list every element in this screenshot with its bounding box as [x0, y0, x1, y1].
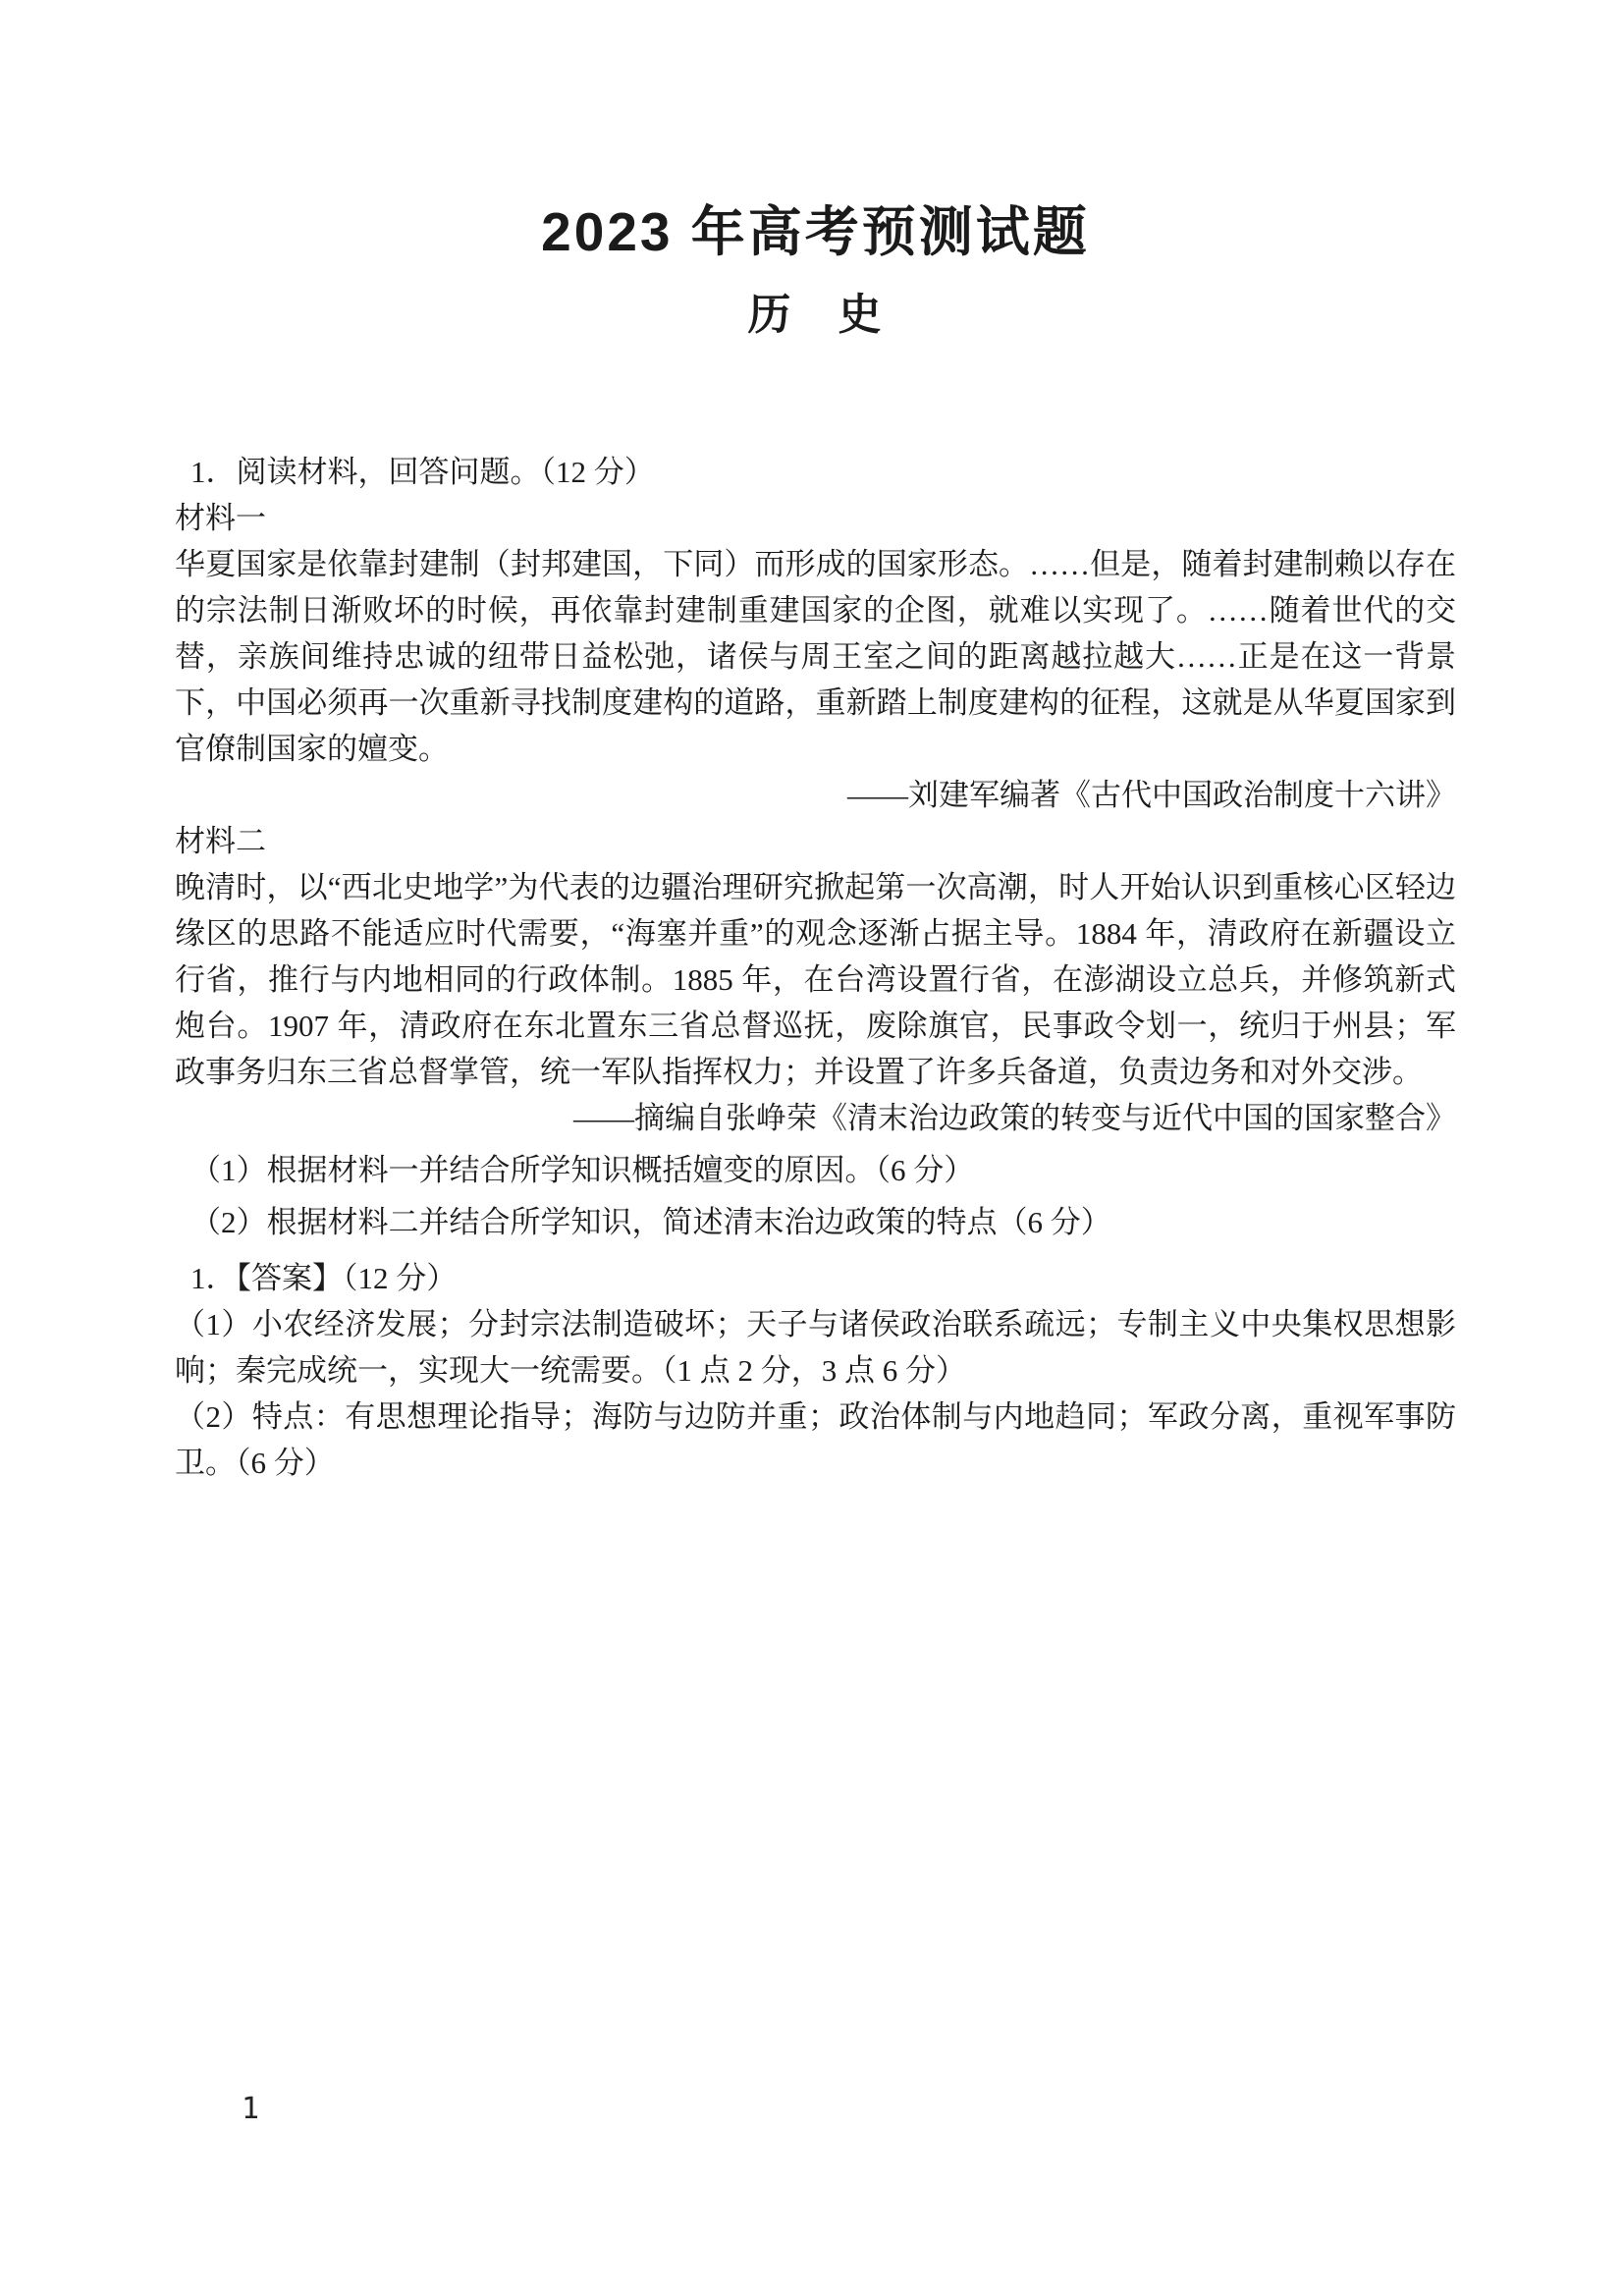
material1-label: 材料一 — [175, 500, 266, 535]
question-prompt: 1．阅读材料，回答问题。（12 分） — [190, 454, 655, 489]
answer-item-2: （2）特点：有思想理论指导；海防与边防并重；政治体制与内地趋同；军政分离，重视军事防卫。（6 分） — [175, 1398, 1456, 1480]
material2-text: 晚清时，以“西北史地学”为代表的边疆治理研究掀起第一次高潮，时人开始认识到重核心区轻边缘区的思路不能适应时代需要，“海塞并重”的观念逐渐占据主导。1884 年，清政府在新疆设立行省，推行与内地相同的行政体制。1885 年，在台湾设置行省，在澎湖设立总兵，并修筑新式炮台。1907 年，清政府在东北置东三省总督巡抚，废除旗官，民事政令划一，统归于州县；军政事务归东三省总督掌管，统一军队指挥权力；并设置了许多兵备道，负责边务和对外交涉。 — [175, 869, 1456, 1089]
subject-title: 历 史 — [747, 290, 884, 339]
page-header — [175, 0, 1456, 339]
material2-label: 材料二 — [175, 823, 266, 858]
sub-question-2: （2）根据材料二并结合所学知识，简述清末治边政策的特点（6 分） — [190, 1204, 1111, 1239]
sub-question-1: （1）根据材料一并结合所学知识概括嬗变的原因。（6 分） — [190, 1152, 975, 1187]
page-number: 1 — [242, 2092, 260, 2126]
answer-item-1: （1）小农经济发展；分封宗法制造破坏；天子与诸侯政治联系疏远；专制主义中央集权思想影响；秦完成统一，实现大一统需要。（1 点 2 分，3 点 6 分） — [175, 1306, 1456, 1388]
answer-heading: 1．【答案】（12 分） — [190, 1260, 458, 1295]
material1-source: ——刘建军编著《古代中国政治制度十六讲》 — [847, 777, 1456, 812]
page-title: 2023 年高考预测试题 — [541, 201, 1090, 262]
material2-source: ——摘编自张峥荣《清末治边政策的转变与近代中国的国家整合》 — [573, 1100, 1456, 1135]
material1-text: 华夏国家是依靠封建制（封邦建国，下同）而形成的国家形态。……但是，随着封建制赖以存在的宗法制日渐败坏的时候，再依靠封建制重建国家的企图，就难以实现了。……随着世代的交替，亲族间维持忠诚的纽带日益松弛，诸侯与周王室之间的距离越拉越大……正是在这一背景下，中国必须再一次重新寻找制度建构的道路，重新踏上制度建构的征程，这就是从华夏国家到官僚制国家的嬗变。 — [175, 546, 1456, 766]
exam-body — [175, 449, 1456, 1486]
page-content — [175, 0, 1456, 1486]
